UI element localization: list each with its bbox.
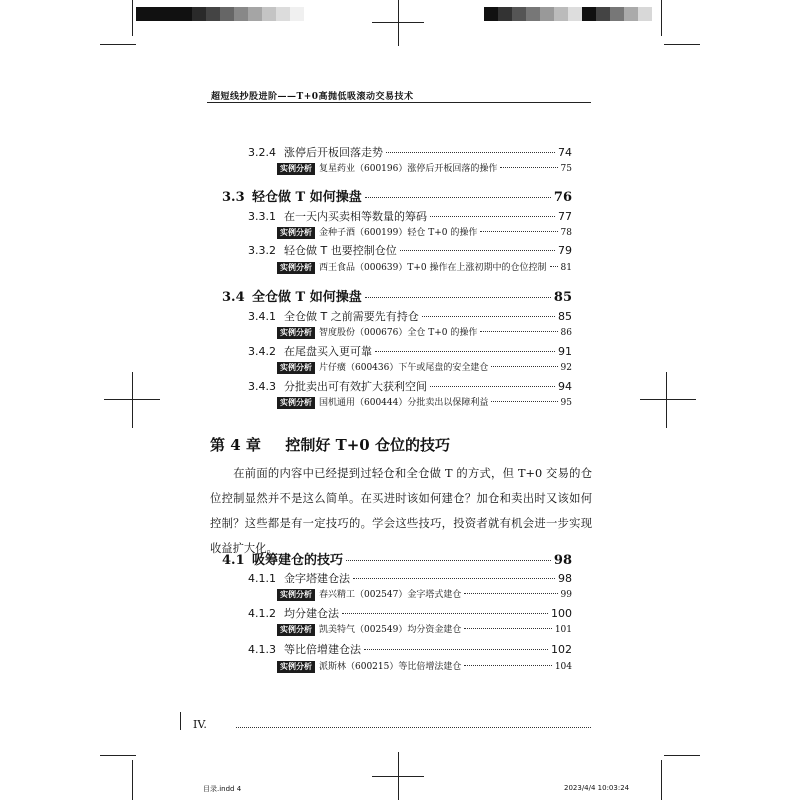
leader-dots bbox=[491, 366, 557, 367]
case-badge: 实例分析 bbox=[277, 163, 315, 175]
toc-number: 3.3.1 bbox=[248, 210, 276, 223]
toc-page: 76 bbox=[553, 190, 572, 205]
case-badge: 实例分析 bbox=[277, 262, 315, 274]
toc-section-entry bbox=[222, 286, 572, 305]
toc-entry bbox=[248, 343, 572, 359]
toc-title: 智度股份（000676）全仓 T+0 的操作 bbox=[319, 328, 478, 338]
case-badge: 实例分析 bbox=[277, 624, 315, 636]
toc-title: 春兴精工（002547）金字塔式建仓 bbox=[319, 590, 462, 600]
registration-mark bbox=[132, 372, 133, 428]
registration-mark bbox=[666, 372, 667, 428]
registration-mark bbox=[398, 0, 399, 46]
toc-page: 98 bbox=[558, 572, 572, 585]
registration-mark bbox=[372, 22, 424, 23]
toc-title: 全仓做 T 之前需要先有持仓 bbox=[284, 310, 419, 323]
toc-case-entry bbox=[277, 587, 572, 601]
toc-case-entry bbox=[277, 659, 572, 673]
registration-mark bbox=[104, 399, 160, 400]
running-head: 超短线抄股进阶——T+0高抛低吸滚动交易技术 bbox=[211, 92, 414, 102]
toc-page: 104 bbox=[554, 662, 572, 672]
leader-dots bbox=[464, 628, 551, 629]
timestamp-slug: 2023/4/4 10:03:24 bbox=[564, 784, 630, 792]
crop-mark bbox=[132, 0, 133, 36]
leader-dots bbox=[400, 250, 555, 251]
registration-mark bbox=[640, 399, 696, 400]
toc-title: 在尾盘买入更可靠 bbox=[284, 345, 372, 358]
toc-page: 92 bbox=[560, 363, 572, 373]
toc-section-entry bbox=[222, 549, 572, 568]
toc-case-entry bbox=[277, 395, 572, 409]
toc-number: 4.1.1 bbox=[248, 572, 276, 585]
toc-page: 81 bbox=[560, 263, 572, 273]
toc-number: 3.3 bbox=[222, 190, 245, 205]
case-badge: 实例分析 bbox=[277, 362, 315, 374]
toc-case-entry bbox=[277, 225, 572, 239]
toc-entry bbox=[248, 605, 572, 621]
toc-page: 99 bbox=[560, 590, 572, 600]
toc-section-entry bbox=[222, 186, 572, 205]
toc-entry bbox=[248, 570, 572, 586]
toc-title: 吸筹建仓的技巧 bbox=[252, 553, 344, 568]
toc-page: 86 bbox=[560, 328, 572, 338]
leader-dots bbox=[491, 401, 557, 402]
toc-title: 全仓做 T 如何操盘 bbox=[252, 290, 362, 305]
toc-page: 85 bbox=[558, 310, 572, 323]
chapter-intro-text: 在前面的内容中已经提到过轻仓和全仓做 T 的方式，但 T+0 交易的仓位控制显然并不是这么简单。在买进时该如何建仓？加仓和卖出时又该如何控制？这些都是有一定技巧的。学会这些技巧，投资者就有机会进一步实现收益扩大化。 bbox=[210, 467, 592, 555]
crop-mark bbox=[132, 760, 133, 800]
toc-page: 74 bbox=[558, 146, 572, 159]
case-badge: 实例分析 bbox=[277, 227, 315, 239]
file-slug: 目录.indd 4 bbox=[203, 785, 242, 793]
leader-dots bbox=[364, 649, 548, 650]
toc-page: 94 bbox=[558, 380, 572, 393]
toc-title: 凯美特气（002549）均分资金建仓 bbox=[319, 625, 462, 635]
crop-mark bbox=[664, 755, 700, 756]
toc-number: 3.4.3 bbox=[248, 380, 276, 393]
toc-entry bbox=[248, 378, 572, 394]
toc-page: 102 bbox=[551, 643, 572, 656]
toc-page: 95 bbox=[560, 398, 572, 408]
toc-number: 3.4 bbox=[222, 290, 245, 305]
toc-title: 涨停后开板回落走势 bbox=[284, 146, 383, 159]
crop-mark bbox=[100, 755, 136, 756]
toc-entry bbox=[248, 308, 572, 324]
color-bar-right bbox=[484, 7, 652, 21]
crop-mark bbox=[661, 760, 662, 800]
toc-entry bbox=[248, 242, 572, 258]
toc-case-entry bbox=[277, 360, 572, 374]
leader-dots bbox=[353, 578, 555, 579]
toc-case-entry bbox=[277, 161, 572, 175]
chapter-heading bbox=[210, 434, 450, 455]
toc-page: 100 bbox=[551, 607, 572, 620]
leader-dots bbox=[375, 351, 555, 352]
crop-mark bbox=[661, 0, 662, 36]
toc-entry bbox=[248, 208, 572, 224]
chapter-title: 控制好 T+0 仓位的技巧 bbox=[285, 436, 450, 454]
leader-dots bbox=[346, 560, 551, 561]
folio-arrow bbox=[180, 712, 181, 730]
toc-title: 片仔癀（600436）下午或尾盘的安全建仓 bbox=[319, 363, 489, 373]
leader-dots bbox=[365, 197, 551, 198]
toc-case-entry bbox=[277, 260, 572, 274]
footer-rule bbox=[236, 727, 591, 728]
crop-mark bbox=[100, 44, 136, 45]
toc-page: 101 bbox=[554, 625, 572, 635]
toc-entry bbox=[248, 144, 572, 160]
toc-title: 轻仓做 T 也要控制仓位 bbox=[284, 244, 397, 257]
toc-page: 77 bbox=[558, 210, 572, 223]
leader-dots bbox=[430, 216, 555, 217]
toc-case-entry bbox=[277, 622, 572, 636]
case-badge: 实例分析 bbox=[277, 661, 315, 673]
toc-page: 78 bbox=[560, 228, 572, 238]
leader-dots bbox=[500, 167, 557, 168]
leader-dots bbox=[365, 297, 551, 298]
case-badge: 实例分析 bbox=[277, 589, 315, 601]
leader-dots bbox=[422, 316, 555, 317]
toc-page: 75 bbox=[560, 164, 572, 174]
toc-title: 复星药业（600196）涨停后开板回落的操作 bbox=[319, 164, 498, 174]
leader-dots bbox=[464, 665, 551, 666]
toc-title: 轻仓做 T 如何操盘 bbox=[252, 190, 362, 205]
toc-case-entry bbox=[277, 325, 572, 339]
leader-dots bbox=[480, 231, 557, 232]
crop-mark bbox=[664, 44, 700, 45]
toc-title: 等比倍增建仓法 bbox=[284, 643, 361, 656]
toc-page: 79 bbox=[558, 244, 572, 257]
case-badge: 实例分析 bbox=[277, 327, 315, 339]
leader-dots bbox=[464, 593, 557, 594]
leader-dots bbox=[430, 386, 555, 387]
toc-title: 西王食品（000639）T+0 操作在上涨初期中的仓位控制 bbox=[319, 263, 547, 273]
toc-title: 派斯林（600215）等比倍增法建仓 bbox=[319, 662, 462, 672]
toc-number: 3.2.4 bbox=[248, 146, 276, 159]
page-number: IV. bbox=[193, 718, 207, 731]
leader-dots bbox=[386, 152, 555, 153]
toc-page: 85 bbox=[553, 290, 572, 305]
leader-dots bbox=[550, 266, 558, 267]
toc-number: 3.4.2 bbox=[248, 345, 276, 358]
toc-entry bbox=[248, 641, 572, 657]
registration-mark bbox=[372, 776, 424, 777]
toc-title: 在一天内买卖相等数量的筹码 bbox=[284, 210, 427, 223]
toc-number: 3.4.1 bbox=[248, 310, 276, 323]
toc-number: 4.1 bbox=[222, 553, 245, 568]
leader-dots bbox=[342, 613, 548, 614]
chapter-label: 第 4 章 bbox=[210, 436, 261, 454]
toc-number: 3.3.2 bbox=[248, 244, 276, 257]
leader-dots bbox=[480, 331, 557, 332]
toc-title: 金字塔建仓法 bbox=[284, 572, 350, 585]
toc-title: 国机通用（600444）分批卖出以保障利益 bbox=[319, 398, 489, 408]
toc-number: 4.1.2 bbox=[248, 607, 276, 620]
case-badge: 实例分析 bbox=[277, 397, 315, 409]
chapter-intro bbox=[210, 461, 592, 561]
color-bar-left bbox=[136, 7, 304, 21]
toc-title: 均分建仓法 bbox=[284, 607, 339, 620]
toc-page: 91 bbox=[558, 345, 572, 358]
toc-page: 98 bbox=[553, 553, 572, 568]
header-rule bbox=[207, 102, 591, 103]
toc-title: 分批卖出可有效扩大获利空间 bbox=[284, 380, 427, 393]
toc-number: 4.1.3 bbox=[248, 643, 276, 656]
toc-title: 金种子酒（600199）轻仓 T+0 的操作 bbox=[319, 228, 478, 238]
